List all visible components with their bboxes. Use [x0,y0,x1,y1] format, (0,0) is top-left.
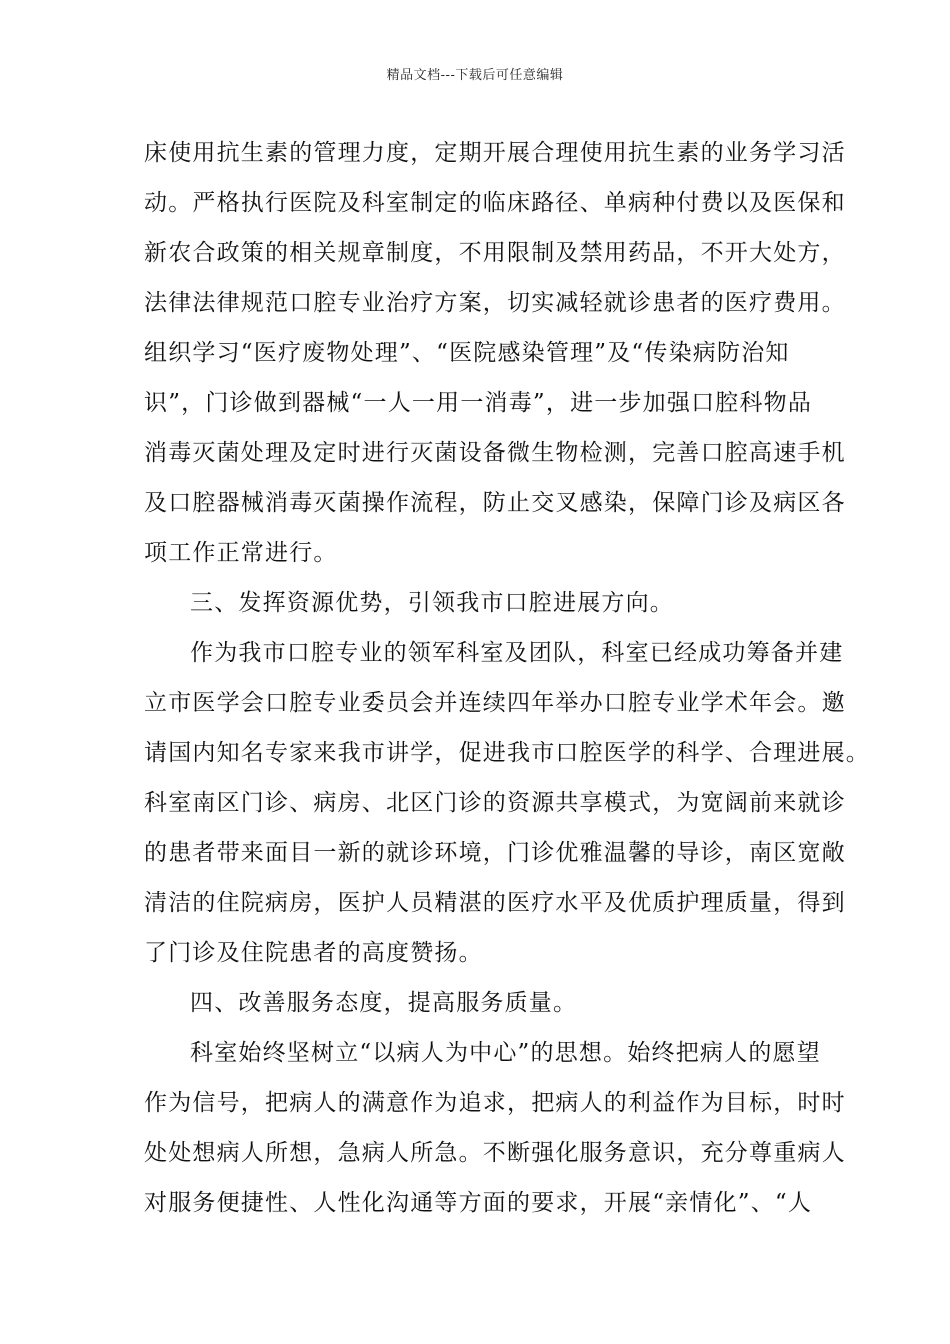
text-line: 科室始终坚树立“以病人为中心”的思想。始终把病人的愿望 [190,1040,821,1066]
text-line: 作为我市口腔专业的领军科室及团队，科室已经成功筹备并建 [190,640,844,666]
text-line: 处处想病人所想，急病人所急。不断强化服务意识，充分尊重病人 [144,1140,846,1166]
text-line: 组织学习“医疗废物处理”、“医院感染管理”及“传染病防治知 [144,340,790,366]
text-line: 对服务便捷性、人性化沟通等方面的要求，开展“亲情化”、“人 [144,1190,813,1216]
text-line: 项工作正常进行。 [144,540,338,566]
text-line: 三、发挥资源优势，引领我市口腔进展方向。 [190,590,674,616]
text-line: 了门诊及住院患者的高度赞扬。 [144,940,483,966]
text-line: 床使用抗生素的管理力度，定期开展合理使用抗生素的业务学习活 [144,140,846,166]
text-line: 立市医学会口腔专业委员会并连续四年举办口腔专业学术年会。邀 [144,690,846,716]
text-line: 新农合政策的相关规章制度，不用限制及禁用药品，不开大处方， [144,240,846,266]
text-line: 请国内知名专家来我市讲学，促进我市口腔医学的科学、合理进展。 [144,740,870,766]
text-line: 作为信号，把病人的满意作为追求，把病人的利益作为目标，时时 [144,1090,846,1116]
text-line: 的患者带来面目一新的就诊环境，门诊优雅温馨的导诊，南区宽敞 [144,840,846,866]
text-line: 消毒灭菌处理及定时进行灭菌设备微生物检测，完善口腔高速手机 [144,440,846,466]
body-text [144,128,870,1228]
page-header: 精品文档---下载后可任意编辑 [386,68,564,83]
text-line: 及口腔器械消毒灭菌操作流程，防止交叉感染，保障门诊及病区各 [144,490,846,516]
text-line: 法律法律规范口腔专业治疗方案，切实减轻就诊患者的医疗费用。 [144,290,846,316]
text-line: 四、改善服务态度，提高服务质量。 [190,990,578,1016]
text-line: 动。严格执行医院及科室制定的临床路径、单病种付费以及医保和 [144,190,846,216]
text-line: 清洁的住院病房，医护人员精湛的医疗水平及优质护理质量，得到 [144,890,846,916]
text-line: 科室南区门诊、病房、北区门诊的资源共享模式，为宽阔前来就诊 [144,790,846,816]
text-line: 识”，门诊做到器械“一人一用一消毒”，进一步加强口腔科物品 [144,390,813,416]
